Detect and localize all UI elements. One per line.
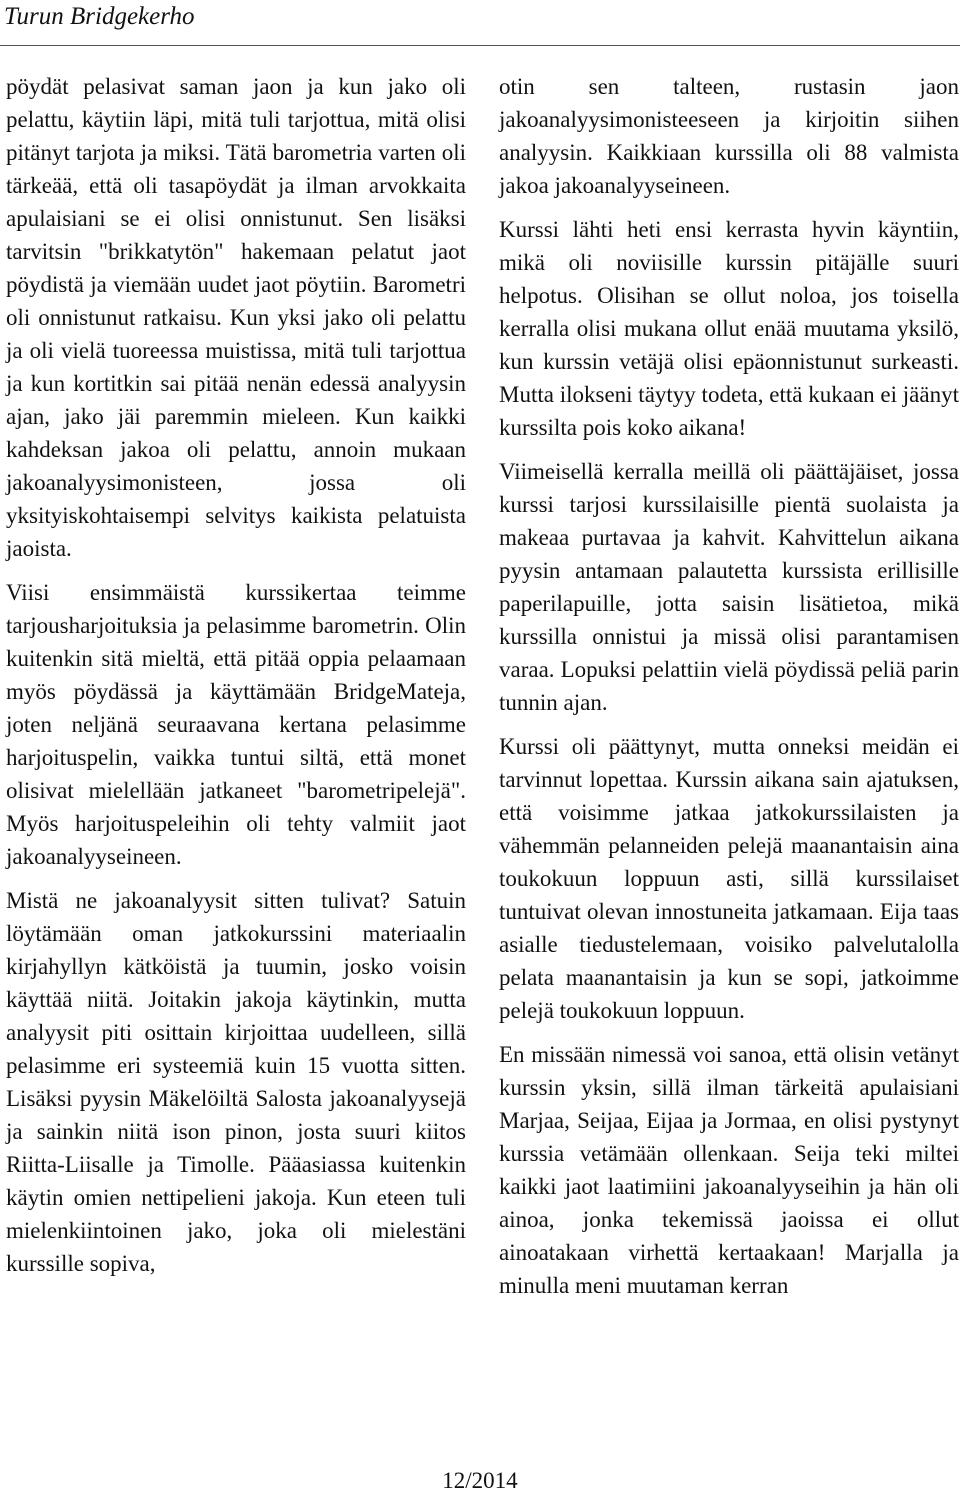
- paragraph: Kurssi oli päättynyt, mutta onneksi meidän ei tarvinnut lopettaa. Kurssin aikana sain ajatuksen, että voisimme jatkaa jatkokurssilaisten ja vähemmän pelanneiden pelejä maanantaisin aina toukokuun loppuun asti, sillä kurssilaiset tuntuivat olevan innostuneita jatkamaan. Eija taas asialle tiedustelemaan, voisiko palvelutalolla pelata maanantaisin ja kun se sopi, jatkoimme pelejä toukokuun loppuun.: [499, 734, 959, 1023]
- paragraph: pöydät pelasivat saman jaon ja kun jako oli pelattu, käytiin läpi, mitä tuli tarjottua, mitä olisi pitänyt tarjota ja miksi. Tätä barometria varten oli tärkeää, että oli tasapöydät ja ilman arvokkaita apulaisiani se ei olisi onnistunut. Sen lisäksi tarvitsin "brikkatytön" hakemaan pelatut jaot pöydistä ja viemään uudet jaot pöytiin. Barometri oli onnistunut ratkaisu. Kun yksi jako oli pelattu ja oli vielä tuoreessa muistissa, mitä tuli tarjottua ja kun kortitkin sai pitää nenän edessä analyysin ajan, jako jäi paremmin mieleen. Kun kaikki kahdeksan jakoa oli pelattu, annoin mukaan jakoanalyysimonisteen, jossa oli yksityiskohtaisempi selvitys kaikista pelatuista jaoista.: [6, 74, 466, 561]
- header-divider: [0, 45, 960, 46]
- right-column: [499, 70, 959, 1313]
- paragraph: Mistä ne jakoanalyysit sitten tulivat? Satuin löytämään oman jatkokurssini materiaalin kirjahyllyn kätköistä ja tuumin, josko voisin käyttää niitä. Joitakin jakoja käytinkin, mutta analyysit piti osittain kirjoittaa uudelleen, sillä pelasimme eri systeemiä kuin 15 vuotta sitten. Lisäksi pyysin Mäkelöiltä Salosta jakoanalyysejä ja sainkin niitä ison pinon, josta suuri kiitos Riitta-Liisalle ja Timolle. Pääasiassa kuitenkin käytin omien nettipelieni jakoja. Kun eteen tuli mielenkiintoinen jako, joka oli mielestäni kurssille sopiva,: [6, 888, 466, 1276]
- paragraph: otin sen talteen, rustasin jaon jakoanalyysimonisteeseen ja kirjoitin siihen analyysin. Kaikkiaan kurssilla oli 88 valmista jakoa jakoanalyyseineen.: [499, 74, 959, 198]
- left-column: [6, 70, 466, 1291]
- paragraph: Viisi ensimmäistä kurssikertaa teimme tarjousharjoituksia ja pelasimme barometrin. Olin kuitenkin sitä mieltä, että pitää oppia pelaamaan myös pöydässä ja käyttämään BridgeMateja, joten neljänä seuraavana kertana pelasimme harjoituspelin, vaikka tuntui siltä, että monet olisivat mielellään jatkaneet "barometripelejä". Myös harjoituspeleihin oli tehty valmiit jaot jakoanalyyseineen.: [6, 580, 466, 869]
- paragraph: Kurssi lähti heti ensi kerrasta hyvin käyntiin, mikä oli noviisille kurssin pitäjälle suuri helpotus. Olisihan se ollut noloa, jos toisella kerralla olisi mukana ollut enää muutama yksilö, kun kurssin vetäjä olisi epäonnistunut surkeasti. Mutta ilokseni täytyy todeta, että kukaan ei jäänyt kurssilta pois koko aikana!: [499, 217, 959, 440]
- page-number: 12/2014: [442, 1468, 518, 1493]
- paragraph: En missään nimessä voi sanoa, että olisin vetänyt kurssin yksin, sillä ilman tärkeitä apulaisiani Marjaa, Seijaa, Eijaa ja Jormaa, en olisi pystynyt kurssia vetämään ollenkaan. Seija teki miltei kaikki jaot laatimiini jakoanalyyseihin ja hän oli ainoa, jonka tekemissä jaoissa ei ollut ainoatakaan virhettä kertaakaan! Marjalla ja minulla meni muutaman kerran: [499, 1042, 959, 1298]
- page-header-title: Turun Bridgekerho: [4, 3, 195, 30]
- paragraph: Viimeisellä kerralla meillä oli päättäjäiset, jossa kurssi tarjosi kurssilaisille pientä suolaista ja makeaa purtavaa ja kahvit. Kahvittelun aikana pyysin antamaan palautetta kurssista erillisille paperilapuille, jotta saisin lisätietoa, mikä kurssilla onnistui ja missä olisi parantamisen varaa. Lopuksi pelattiin vielä pöydissä peliä parin tunnin ajan.: [499, 459, 959, 715]
